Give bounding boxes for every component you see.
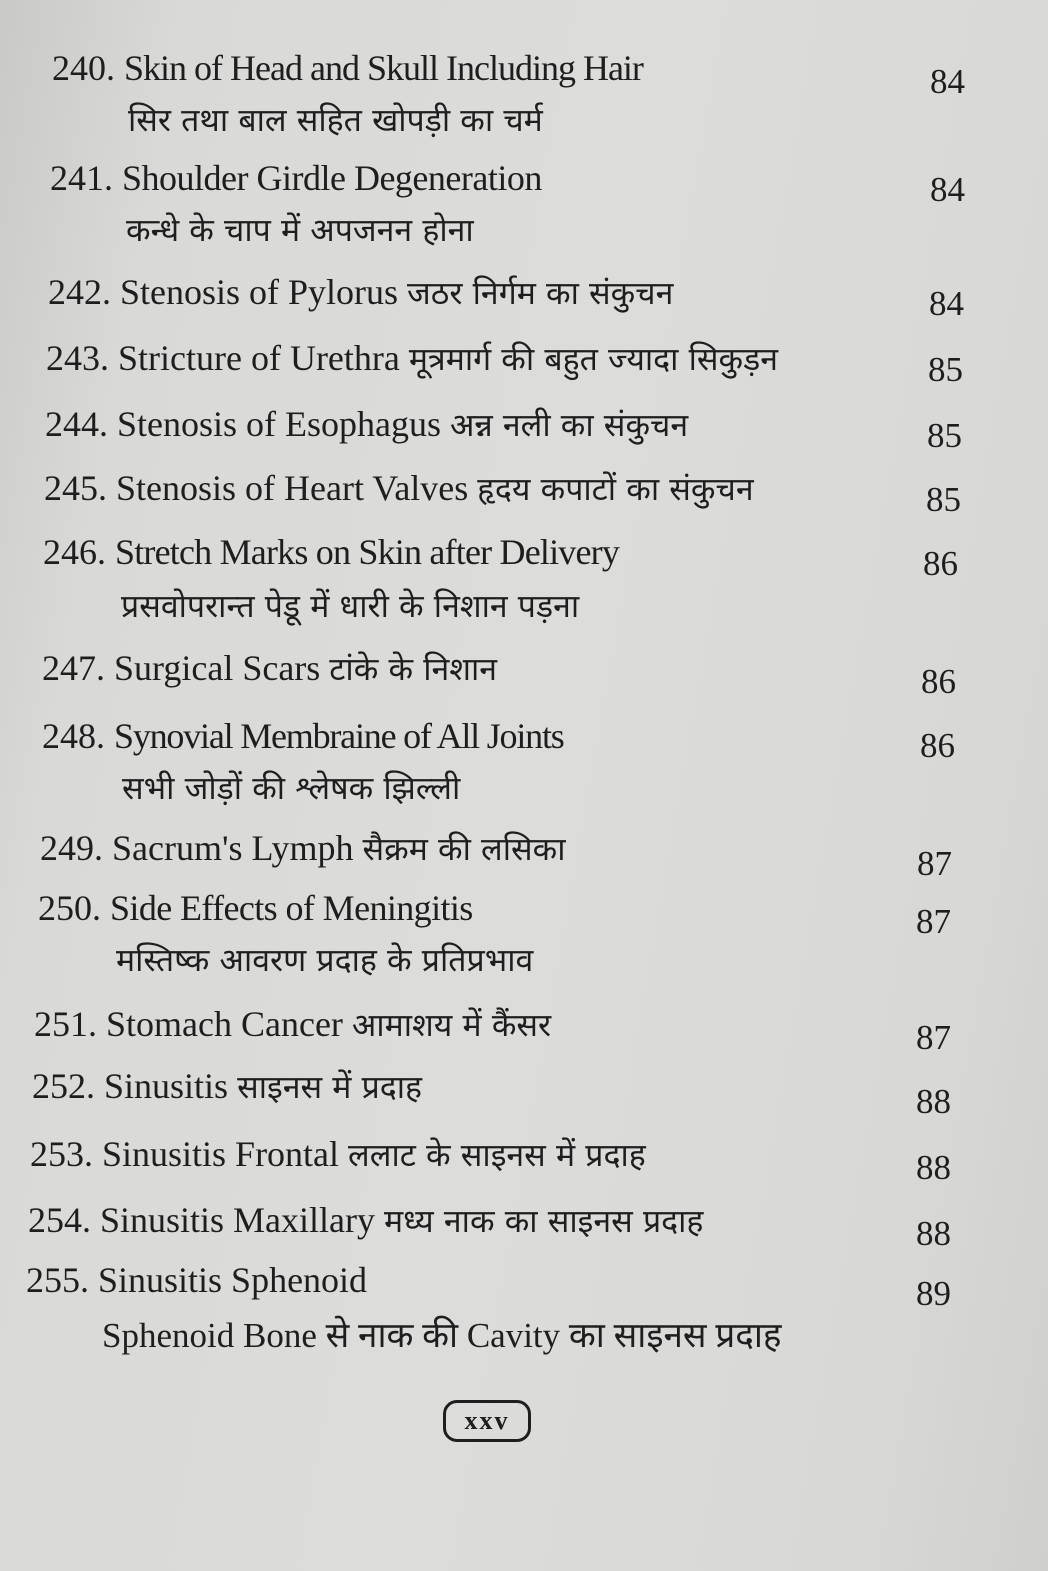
- entry-title-english: Stricture of Urethra: [118, 338, 400, 378]
- entry-title-hindi: आमाशय में कैंसर: [351, 1006, 552, 1044]
- entry-number: 252.: [32, 1066, 95, 1106]
- entry-line: [42, 646, 497, 691]
- entry-line: [40, 826, 566, 871]
- entry-title-english: Sinusitis Maxillary: [100, 1200, 376, 1240]
- entry-number: 248.: [42, 716, 105, 756]
- entry-title-hindi: साइनस में प्रदाह: [237, 1068, 423, 1106]
- entry-line: [34, 1002, 551, 1047]
- entry-line: [46, 336, 778, 381]
- entry-title-english: Stenosis of Heart Valves: [116, 468, 469, 508]
- entry-number: 240.: [52, 48, 115, 88]
- entry-number: 249.: [40, 828, 103, 868]
- entry-page-number: 88: [916, 1148, 951, 1187]
- entry-line: [45, 402, 688, 447]
- entry-title-hindi: अन्न नली का संकुचन: [450, 406, 689, 444]
- entry-page-number: 86: [921, 662, 956, 701]
- entry-number: 244.: [45, 404, 108, 444]
- entry-title-hindi: मध्य नाक का साइनस प्रदाह: [384, 1202, 704, 1240]
- entry-line: [30, 1132, 646, 1177]
- entry-title-hindi: जठर निर्गम का संकुचन: [407, 274, 674, 312]
- entry-number: 254.: [28, 1200, 91, 1240]
- entry-line: [50, 156, 542, 200]
- entry-subtitle-hindi: सिर तथा बाल सहित खोपड़ी का चर्म: [128, 101, 543, 139]
- entry-page-number: 88: [916, 1214, 951, 1253]
- entry-line: [48, 270, 673, 315]
- entry-title-english: Stenosis of Pylorus: [120, 272, 399, 312]
- entry-title-english: Shoulder Girdle Degeneration: [122, 158, 542, 198]
- entry-page-number: 89: [916, 1274, 951, 1313]
- entry-subtitle-hindi: कन्धे के चाप में अपजनन होना: [126, 211, 474, 249]
- entry-page-number: 84: [930, 62, 965, 101]
- entry-line: [44, 466, 754, 511]
- entry-title-english: Stomach Cancer: [106, 1004, 343, 1044]
- entry-page-number: 85: [926, 480, 961, 519]
- entry-number: 250.: [38, 888, 101, 928]
- entry-subtitle-hindi: मस्तिष्क आवरण प्रदाह के प्रतिप्रभाव: [116, 941, 534, 979]
- entry-line: [52, 46, 643, 90]
- entry-number: 243.: [46, 338, 109, 378]
- entry-title-hindi: मूत्रमार्ग की बहुत ज्यादा सिकुड़न: [408, 340, 778, 378]
- entry-page-number: 87: [916, 902, 951, 941]
- entry-page-number: 84: [930, 170, 965, 209]
- entry-title-english: Synovial Membraine of All Joints: [114, 716, 564, 756]
- entry-title-english: Sacrum's Lymph: [112, 828, 354, 868]
- entry-number: 251.: [34, 1004, 97, 1044]
- entry-title-english: Sinusitis Sphenoid: [98, 1260, 368, 1300]
- entry-page-number: 88: [916, 1082, 951, 1121]
- entry-line: [26, 1258, 367, 1302]
- entry-title-hindi: हृदय कपाटों का संकुचन: [477, 470, 754, 508]
- entry-title-hindi: सैक्रम की लसिका: [362, 830, 566, 868]
- entry-title-english: Sinusitis Frontal: [102, 1134, 340, 1174]
- entry-line: [32, 1064, 422, 1109]
- entry-title-english: Sinusitis: [104, 1066, 229, 1106]
- entry-line: [43, 530, 619, 574]
- entry-number: 245.: [44, 468, 107, 508]
- entry-number: 241.: [50, 158, 113, 198]
- entry-subtitle-mixed: Sphenoid Bone से नाक की Cavity का साइनस प्रदाह: [102, 1316, 782, 1355]
- entry-title-english: Stretch Marks on Skin after Delivery: [115, 532, 620, 572]
- entry-line: [38, 886, 473, 930]
- entry-page-number: 85: [927, 416, 962, 455]
- entry-number: 242.: [48, 272, 111, 312]
- entry-page-number: 86: [920, 726, 955, 765]
- entry-line: [42, 714, 564, 758]
- entry-title-hindi: टांके के निशान: [329, 650, 498, 688]
- page-folio-badge: xxv: [443, 1400, 531, 1442]
- entry-number: 246.: [43, 532, 106, 572]
- entry-page-number: 87: [916, 1018, 951, 1057]
- entry-page-number: 86: [923, 544, 958, 583]
- entry-line: [28, 1198, 703, 1243]
- entry-page-number: 84: [929, 284, 964, 323]
- entry-number: 253.: [30, 1134, 93, 1174]
- entry-page-number: 85: [928, 350, 963, 389]
- entry-title-english: Side Effects of Meningitis: [110, 888, 473, 928]
- entry-title-english: Skin of Head and Skull Including Hair: [124, 48, 643, 88]
- entry-page-number: 87: [917, 844, 952, 883]
- entry-title-english: Stenosis of Esophagus: [117, 404, 441, 444]
- entry-subtitle-hindi: प्रसवोपरान्त पेडू में धारी के निशान पड़ना: [121, 587, 580, 625]
- entry-title-english: Surgical Scars: [114, 648, 321, 688]
- entry-title-hindi: ललाट के साइनस में प्रदाह: [348, 1136, 646, 1174]
- entry-number: 255.: [26, 1260, 89, 1300]
- entry-subtitle-hindi: सभी जोड़ों की श्लेषक झिल्ली: [122, 769, 461, 807]
- entry-number: 247.: [42, 648, 105, 688]
